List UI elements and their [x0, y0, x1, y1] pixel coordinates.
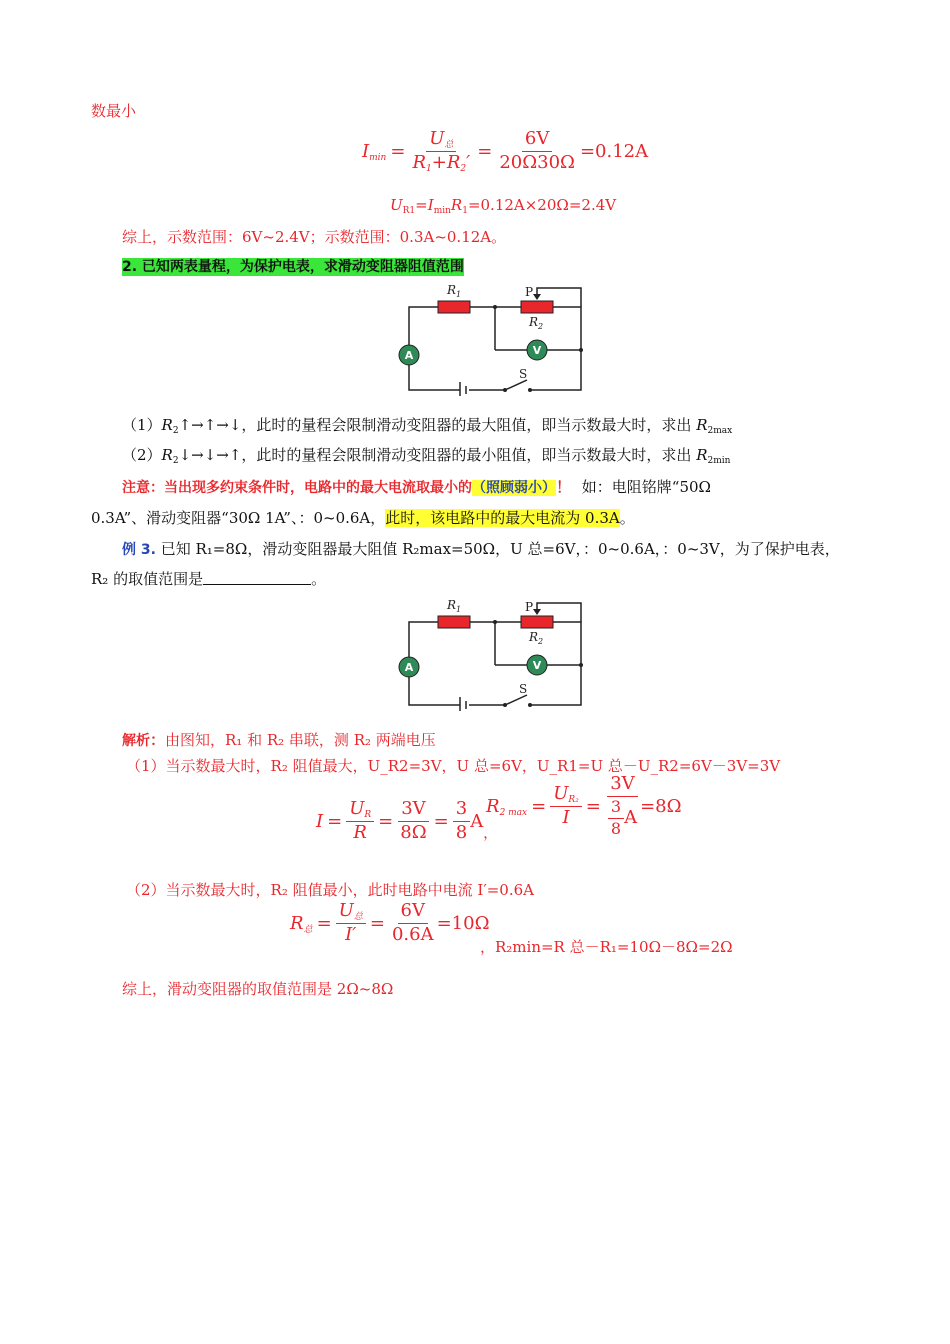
case-1: $(1)R_2↑\to↑\to↓$，此时的量程会限制滑动变阻器的最大阻值，即当示数最大时，求出 $R_{2max}$: [122, 416, 733, 436]
p-label: P: [525, 285, 534, 299]
analysis-step-2: （2）当示数最大时，R₂ 阻值最小，此时电路中电流 I′=0.6A: [126, 881, 534, 899]
note-line-2: 0.3A”、滑动变阻器“30Ω 1A”、：0~0.6A，此时，该电路中的最大电流为 0.3A。: [91, 509, 635, 527]
case-2: $(2)R_2↓\to↓\to↑$，此时的量程会限制滑动变阻器的最小阻值，即当示数最大时，求出 $R_{2min}$: [122, 446, 731, 466]
r2-label: $R_2$: [529, 630, 544, 646]
ammeter-label: A: [404, 349, 414, 362]
p-label: P: [525, 600, 534, 614]
r2min-result: ，R₂min=R 总－R₁=10Ω－8Ω=2Ω: [480, 938, 733, 956]
voltmeter-label: V: [532, 344, 542, 357]
switch-label: S: [519, 367, 528, 381]
r1-label: $R_1$: [447, 283, 462, 299]
circuit-diagram-1: [395, 280, 587, 396]
r2-label: $R_2$: [529, 315, 544, 331]
section-heading-2: 2. 已知两表量程，为保护电表，求滑动变阻器阻值范围: [122, 259, 464, 275]
analysis-intro: 解析：由图知，R₁ 和 R₂ 串联，测 R₂ 两端电压: [122, 731, 436, 749]
circuit-diagram-2: [395, 595, 587, 711]
ammeter-label: A: [404, 661, 414, 674]
summary-2: 综上，滑动变阻器的取值范围是 2Ω~8Ω: [122, 980, 394, 998]
example-3-line-2: R₂ 的取值范围是 。: [91, 570, 327, 588]
voltmeter-label: V: [532, 659, 542, 672]
r1-label: $R_1$: [447, 598, 462, 614]
example-3-line-1: 例 3. 已知 R₁=8Ω，滑动变阻器最大阻值 R₂max=50Ω，U 总=6V，：0~0.6A，：0~3V，为了保护电表，: [122, 540, 840, 558]
i-equation: I = $\frac{U_R}{R}$ = $\frac{3V}{8\Omega}$ = $\frac{3}{8}$ A ，: [316, 798, 498, 843]
note-line-1: 注意：当出现多约束条件时，电路中的最大电流取最小的（照顾弱小）！ 如：电阻铭牌“50Ω: [122, 478, 711, 496]
switch-label: S: [519, 682, 528, 696]
r2max-equation: $R_{2 max}$ = $\frac{U_{R_2}}{I}$ = 3V $\frac{3}{8}$ A =8Ω: [486, 773, 682, 838]
answer-blank: [203, 570, 311, 585]
summary-1: 综上，示数范围：6V~2.4V；示数范围：0.3A~0.12A。: [122, 228, 507, 246]
top-line: 数最小: [91, 102, 137, 120]
ur1-equation: $U_{R1}=I_{min}R_1=0.12A\times 20\Omega=2.4V$: [390, 196, 617, 216]
analysis-step-1: （1）当示数最大时，R₂ 阻值最大，U_R2=3V，U 总=6V，U_R1=U 总－U_R2=6V－3V=3V: [126, 757, 781, 775]
imin-equation: $I_{min}$ = $\frac{U_总}{R_1+R_2'}$ = $\frac{6V}{20\Omega 30\Omega}$ =0.12A: [362, 128, 649, 174]
rtotal-equation: $R_总$ = $\frac{U_总}{I'}$ = $\frac{6V}{0.6A}$ =10Ω: [290, 900, 490, 945]
